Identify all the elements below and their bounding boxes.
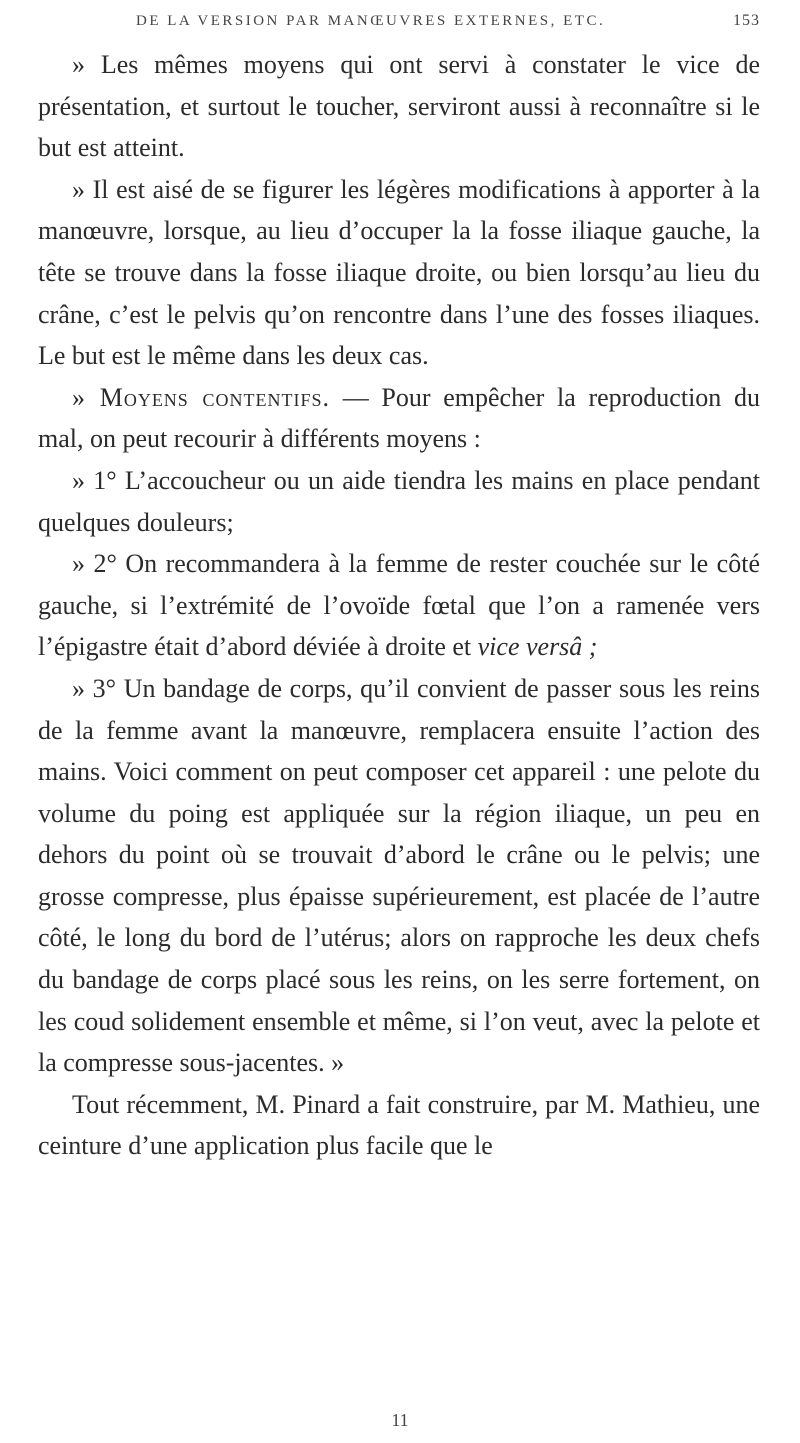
paragraph-text: » 2° On recommandera à la femme de rester couchée sur le côté gauche, si l’extrémité de l’ovoïde fœtal que l’on a ramenée vers l’épigastre était d’abord déviée à droite et <box>38 549 760 662</box>
section-lead: » Moyens contentifs. <box>72 382 331 412</box>
paragraph <box>38 668 760 1084</box>
paragraph <box>38 1084 760 1167</box>
paragraph-text: » 1° L’accoucheur ou un aide tiendra les mains en place pendant quelques douleurs; <box>38 465 760 537</box>
paragraph <box>38 169 760 377</box>
page-number: 153 <box>733 12 760 29</box>
paragraph <box>38 377 760 460</box>
running-head-title: DE LA VERSION PAR MANŒUVRES EXTERNES, ETC. <box>136 13 606 29</box>
paragraph <box>38 543 760 668</box>
italic-phrase: vice versâ ; <box>477 632 598 662</box>
paragraph <box>38 44 760 169</box>
signature-mark: 11 <box>391 1410 409 1430</box>
running-head <box>38 0 760 44</box>
paragraph-text: Tout récemment, M. Pinard a fait construire, par M. Mathieu, une ceinture d’une application plus facile que le <box>38 1089 760 1161</box>
paragraph-text: — Pour empêcher la reproduction du mal, on peut recourir à différents moyens : <box>38 382 760 454</box>
paragraph-text: » 3° Un bandage de corps, qu’il convient de passer sous les reins de la femme avant la manœuvre, remplacera ensuite l’action des mains. Voici comment on peut composer cet appareil : une pelote du volume du poing est appliquée sur la région iliaque, un peu en dehors du point où se trouvait d’abord le crâne ou le pelvis; une grosse compresse, plus épaisse supérieurement, est placée de l’autre côté, le long du bord de l’utérus; alors on rapproche les deux chefs du bandage de corps placé sous les reins, on les serre fortement, on les coud solidement ensemble et même, si l’on veut, avec la pelote et la compresse sous-jacentes. » <box>38 673 760 1078</box>
paragraph <box>38 460 760 543</box>
paragraph-text: » Les mêmes moyens qui ont servi à constater le vice de présentation, et surtout le toucher, serviront aussi à reconnaître si le but est atteint. <box>38 50 760 163</box>
body-text <box>38 44 760 1167</box>
paragraph-text: » Il est aisé de se figurer les légères modifications à apporter à la manœuvre, lorsque, au lieu d’occuper la la fosse iliaque gauche, la tête se trouve dans la fosse iliaque droite, ou bien lorsqu’au lieu du crâne, c’est le pelvis qu’on rencontre dans l’une des fosses iliaques. Le but est le même dans les deux cas. <box>38 174 760 371</box>
